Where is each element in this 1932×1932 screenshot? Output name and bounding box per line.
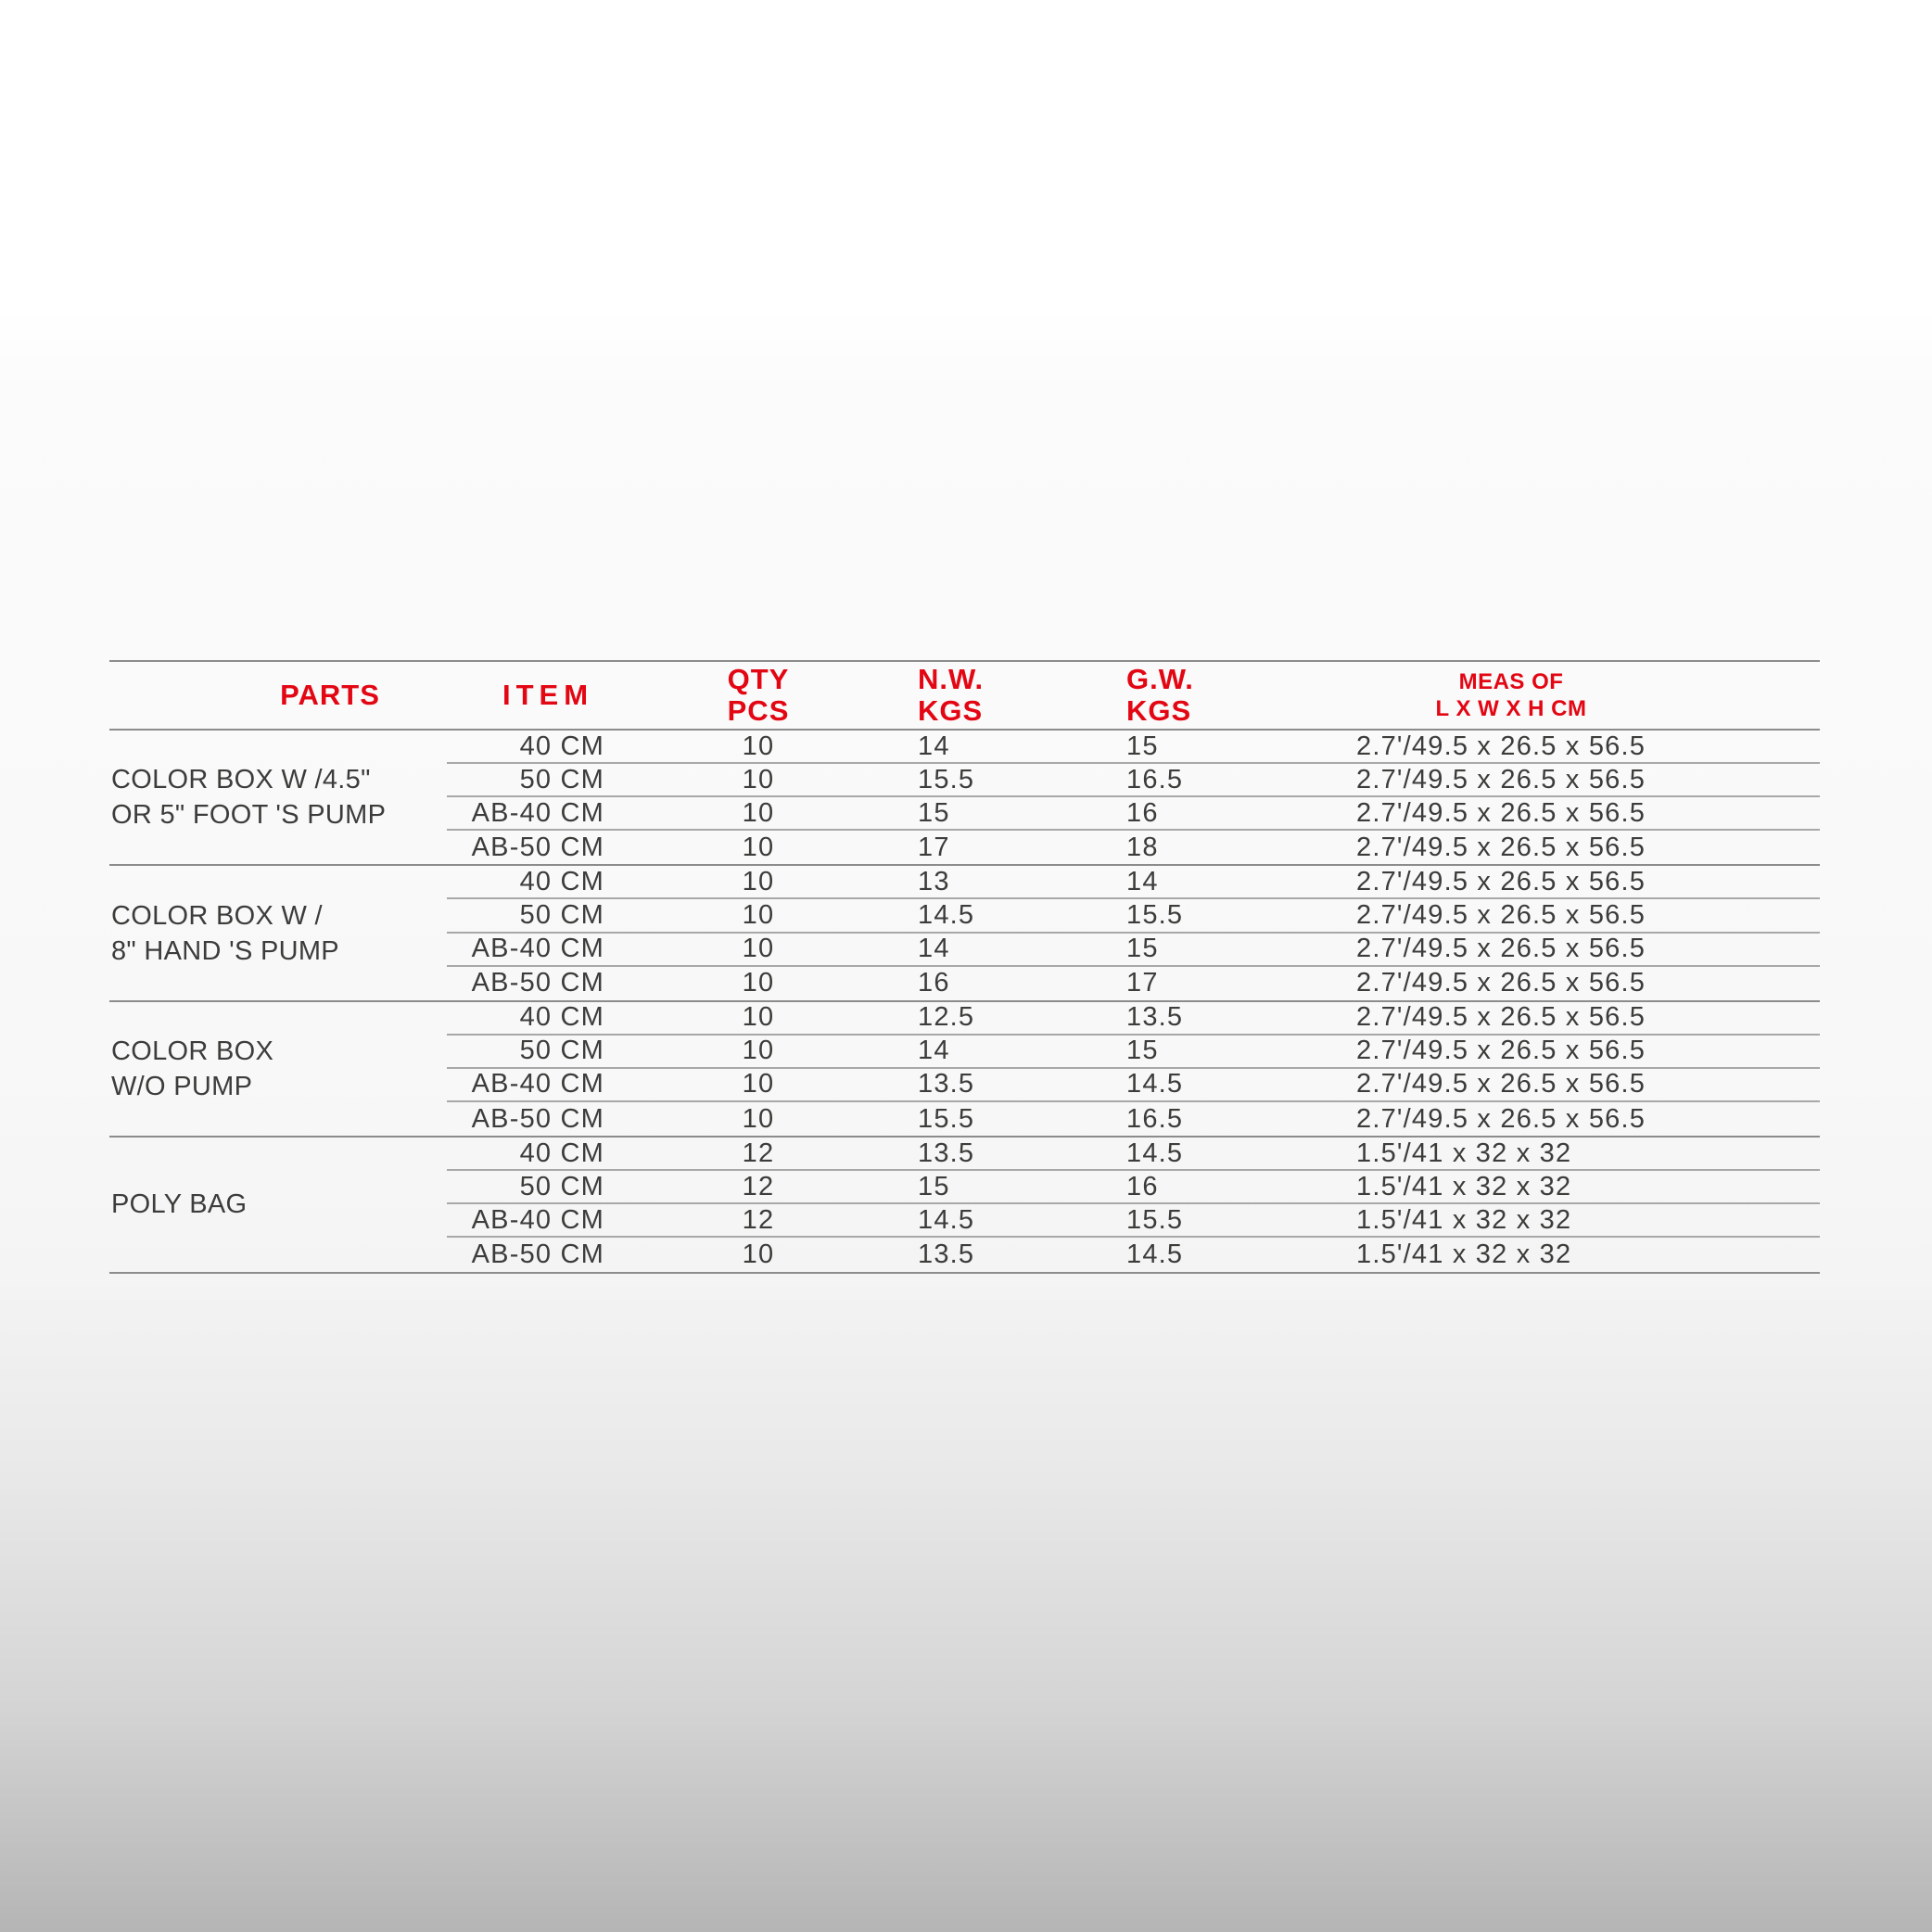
cell-nw: 17 — [918, 832, 950, 862]
cell-qty: 10 — [742, 1036, 775, 1066]
cell-gw: 13.5 — [1126, 1002, 1184, 1033]
parts-label — [109, 1138, 447, 1271]
cell-qty: 10 — [742, 1069, 775, 1099]
cell-meas: 1.5'/41 x 32 x 32 — [1356, 1138, 1572, 1168]
cell-item: 50 CM — [519, 900, 604, 931]
cell-qty: 10 — [742, 797, 775, 828]
cell-meas: 1.5'/41 x 32 x 32 — [1356, 1204, 1572, 1235]
cell-gw: 16 — [1126, 1171, 1159, 1201]
table-row — [447, 1069, 1820, 1102]
parts-group — [109, 1002, 1820, 1138]
table-row — [447, 866, 1820, 899]
header-nw-line2: KGS — [918, 694, 984, 727]
cell-nw: 15 — [918, 797, 950, 828]
cell-item: 40 CM — [519, 731, 604, 761]
table-row — [447, 831, 1820, 864]
cell-qty: 10 — [742, 968, 775, 998]
cell-item: AB-50 CM — [471, 968, 604, 998]
cell-nw: 13.5 — [918, 1069, 975, 1099]
cell-item: AB-40 CM — [471, 797, 604, 828]
cell-qty: 10 — [742, 1002, 775, 1033]
cell-gw: 18 — [1126, 832, 1159, 862]
parts-label — [109, 866, 447, 999]
cell-meas: 2.7'/49.5 x 26.5 x 56.5 — [1356, 1002, 1646, 1033]
cell-qty: 10 — [742, 1239, 775, 1269]
parts-label-line: COLOR BOX — [111, 1036, 274, 1066]
header-meas-line2: L X W X H CM — [1435, 696, 1587, 721]
group-rows — [447, 866, 1820, 999]
group-rows — [447, 731, 1820, 864]
table-row — [447, 731, 1820, 764]
cell-gw: 14.5 — [1126, 1239, 1184, 1269]
cell-item: AB-50 CM — [471, 1239, 604, 1269]
header-nw-line1: N.W. — [918, 663, 985, 695]
cell-nw: 13.5 — [918, 1239, 975, 1269]
table-row — [447, 934, 1820, 967]
cell-gw: 15 — [1126, 934, 1159, 964]
cell-nw: 15.5 — [918, 1103, 975, 1134]
header-item: ITEM — [502, 679, 594, 711]
parts-label-line: COLOR BOX W /4.5" — [111, 765, 371, 795]
cell-meas: 2.7'/49.5 x 26.5 x 56.5 — [1356, 1069, 1646, 1099]
parts-group — [109, 731, 1820, 866]
cell-gw: 16.5 — [1126, 1103, 1184, 1134]
group-rows — [447, 1002, 1820, 1136]
cell-gw: 14.5 — [1126, 1138, 1184, 1168]
cell-meas: 1.5'/41 x 32 x 32 — [1356, 1239, 1572, 1269]
cell-nw: 14.5 — [918, 1204, 975, 1235]
table-row — [447, 1102, 1820, 1136]
cell-gw: 15.5 — [1126, 1204, 1184, 1235]
header-parts: PARTS — [280, 679, 380, 711]
cell-item: 50 CM — [519, 764, 604, 794]
cell-nw: 14 — [918, 1036, 950, 1066]
table-row — [447, 1204, 1820, 1238]
parts-group — [109, 1138, 1820, 1273]
cell-gw: 16.5 — [1126, 764, 1184, 794]
table-body — [109, 731, 1820, 1274]
table-row — [447, 1036, 1820, 1069]
cell-qty: 10 — [742, 934, 775, 964]
header-meas-line1: MEAS OF — [1458, 669, 1564, 694]
cell-item: 50 CM — [519, 1171, 604, 1201]
cell-gw: 15 — [1126, 731, 1159, 761]
header-meas — [1289, 668, 1820, 722]
parts-group — [109, 866, 1820, 1001]
cell-item: 40 CM — [519, 1138, 604, 1168]
cell-gw: 17 — [1126, 968, 1159, 998]
cell-item: AB-40 CM — [471, 934, 604, 964]
cell-qty: 10 — [742, 866, 775, 896]
table-row — [447, 1002, 1820, 1036]
table-row — [447, 797, 1820, 831]
parts-label-line: 8" HAND 'S PUMP — [111, 935, 339, 966]
cell-qty: 10 — [742, 900, 775, 931]
header-qty-line2: PCS — [727, 694, 790, 727]
cell-nw: 13.5 — [918, 1138, 975, 1168]
header-gw — [1075, 664, 1289, 727]
cell-meas: 2.7'/49.5 x 26.5 x 56.5 — [1356, 832, 1646, 862]
cell-item: AB-40 CM — [471, 1204, 604, 1235]
group-rows — [447, 1138, 1820, 1271]
cell-gw: 15 — [1126, 1036, 1159, 1066]
packing-spec-table — [109, 660, 1820, 1274]
cell-gw: 14 — [1126, 866, 1159, 896]
cell-gw: 16 — [1126, 797, 1159, 828]
cell-meas: 2.7'/49.5 x 26.5 x 56.5 — [1356, 866, 1646, 896]
cell-qty: 10 — [742, 731, 775, 761]
cell-nw: 16 — [918, 968, 950, 998]
table-row — [447, 967, 1820, 1000]
table-row — [447, 764, 1820, 797]
header-gw-line1: G.W. — [1126, 663, 1194, 695]
cell-nw: 12.5 — [918, 1002, 975, 1033]
parts-label-line: W/O PUMP — [111, 1071, 253, 1101]
parts-label-line: OR 5" FOOT 'S PUMP — [111, 800, 387, 831]
cell-meas: 2.7'/49.5 x 26.5 x 56.5 — [1356, 900, 1646, 931]
cell-meas: 2.7'/49.5 x 26.5 x 56.5 — [1356, 1103, 1646, 1134]
cell-meas: 2.7'/49.5 x 26.5 x 56.5 — [1356, 764, 1646, 794]
cell-item: AB-50 CM — [471, 1103, 604, 1134]
cell-nw: 14.5 — [918, 900, 975, 931]
table-row — [447, 899, 1820, 933]
cell-nw: 15.5 — [918, 764, 975, 794]
header-meas-inner — [1356, 668, 1666, 722]
header-qty — [649, 664, 868, 727]
table-header-row — [109, 662, 1820, 731]
cell-gw: 14.5 — [1126, 1069, 1184, 1099]
cell-item: AB-50 CM — [471, 832, 604, 862]
cell-item: 50 CM — [519, 1036, 604, 1066]
parts-label-line: COLOR BOX W / — [111, 900, 323, 931]
header-qty-line1: QTY — [727, 663, 790, 695]
table-row — [447, 1171, 1820, 1204]
header-nw — [868, 664, 1075, 727]
cell-qty: 10 — [742, 1103, 775, 1134]
cell-qty: 12 — [742, 1204, 775, 1235]
header-gw-line2: KGS — [1126, 694, 1192, 727]
cell-qty: 12 — [742, 1138, 775, 1168]
cell-item: AB-40 CM — [471, 1069, 604, 1099]
cell-item: 40 CM — [519, 1002, 604, 1033]
table-row — [447, 1138, 1820, 1171]
cell-qty: 12 — [742, 1171, 775, 1201]
cell-meas: 2.7'/49.5 x 26.5 x 56.5 — [1356, 968, 1646, 998]
parts-label — [109, 1002, 447, 1136]
cell-meas: 2.7'/49.5 x 26.5 x 56.5 — [1356, 731, 1646, 761]
cell-meas: 2.7'/49.5 x 26.5 x 56.5 — [1356, 1036, 1646, 1066]
cell-meas: 1.5'/41 x 32 x 32 — [1356, 1171, 1572, 1201]
cell-gw: 15.5 — [1126, 900, 1184, 931]
cell-qty: 10 — [742, 832, 775, 862]
parts-label-line: POLY BAG — [111, 1189, 248, 1220]
cell-nw: 14 — [918, 731, 950, 761]
cell-meas: 2.7'/49.5 x 26.5 x 56.5 — [1356, 934, 1646, 964]
cell-qty: 10 — [742, 764, 775, 794]
parts-label — [109, 731, 447, 864]
cell-nw: 13 — [918, 866, 950, 896]
table-row — [447, 1238, 1820, 1271]
cell-nw: 15 — [918, 1171, 950, 1201]
cell-meas: 2.7'/49.5 x 26.5 x 56.5 — [1356, 797, 1646, 828]
cell-nw: 14 — [918, 934, 950, 964]
cell-item: 40 CM — [519, 866, 604, 896]
